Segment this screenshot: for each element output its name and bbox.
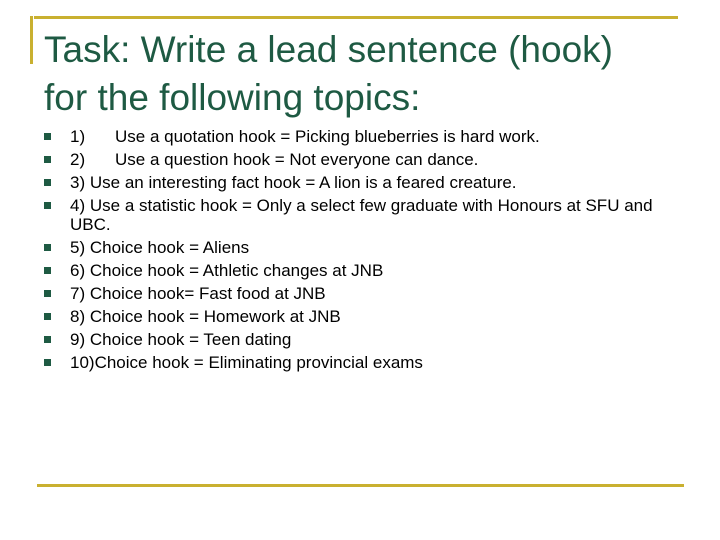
item-number: 7) [70, 284, 86, 303]
item-text: Choice hook = Eliminating provincial exams [94, 353, 423, 372]
item-number: 6) [70, 261, 86, 280]
list-item [40, 259, 680, 282]
item-text: Choice hook = Teen dating [89, 330, 292, 349]
square-bullet-icon [44, 313, 51, 320]
list-item [40, 328, 680, 351]
slide-title-line-1: Task: Write a lead sentence (hook) [44, 29, 613, 70]
top-rule [34, 16, 678, 19]
item-text: Use a quotation hook = Picking blueberries is hard work. [115, 127, 540, 146]
list-item [40, 305, 680, 328]
item-number: 9) [70, 330, 86, 349]
square-bullet-icon [44, 336, 51, 343]
item-text: Choice hook = Athletic changes at JNB [89, 261, 384, 280]
list-item [40, 125, 680, 148]
left-rule [30, 16, 33, 64]
list-item [40, 236, 680, 259]
list-item [40, 171, 680, 194]
square-bullet-icon [44, 156, 51, 163]
square-bullet-icon [44, 359, 51, 366]
square-bullet-icon [44, 290, 51, 297]
list-item [40, 194, 680, 236]
item-text: Use an interesting fact hook = A lion is a feared creature. [89, 173, 517, 192]
item-text: Choice hook = Aliens [89, 238, 250, 257]
square-bullet-icon [44, 179, 51, 186]
item-number: 10) [70, 353, 95, 372]
item-number: 4) [70, 196, 86, 215]
square-bullet-icon [44, 202, 51, 209]
item-text: Use a statistic hook = Only a select few graduate with Honours at SFU and UBC. [70, 196, 653, 234]
item-number: 1) [70, 127, 86, 146]
square-bullet-icon [44, 267, 51, 274]
bottom-rule [37, 484, 684, 487]
square-bullet-icon [44, 244, 51, 251]
square-bullet-icon [44, 133, 51, 140]
item-text: Choice hook= Fast food at JNB [89, 284, 326, 303]
item-number: 2) [70, 150, 86, 169]
list-item [40, 282, 680, 305]
list-item [40, 148, 680, 171]
item-text: Use a question hook = Not everyone can dance. [115, 150, 479, 169]
item-number: 3) [70, 173, 86, 192]
item-number: 8) [70, 307, 86, 326]
slide-title-line-2: for the following topics: [44, 77, 421, 118]
item-text: Choice hook = Homework at JNB [89, 307, 341, 326]
item-number: 5) [70, 238, 86, 257]
topic-list [40, 125, 680, 374]
list-item [40, 351, 680, 374]
slide-title [44, 26, 684, 122]
